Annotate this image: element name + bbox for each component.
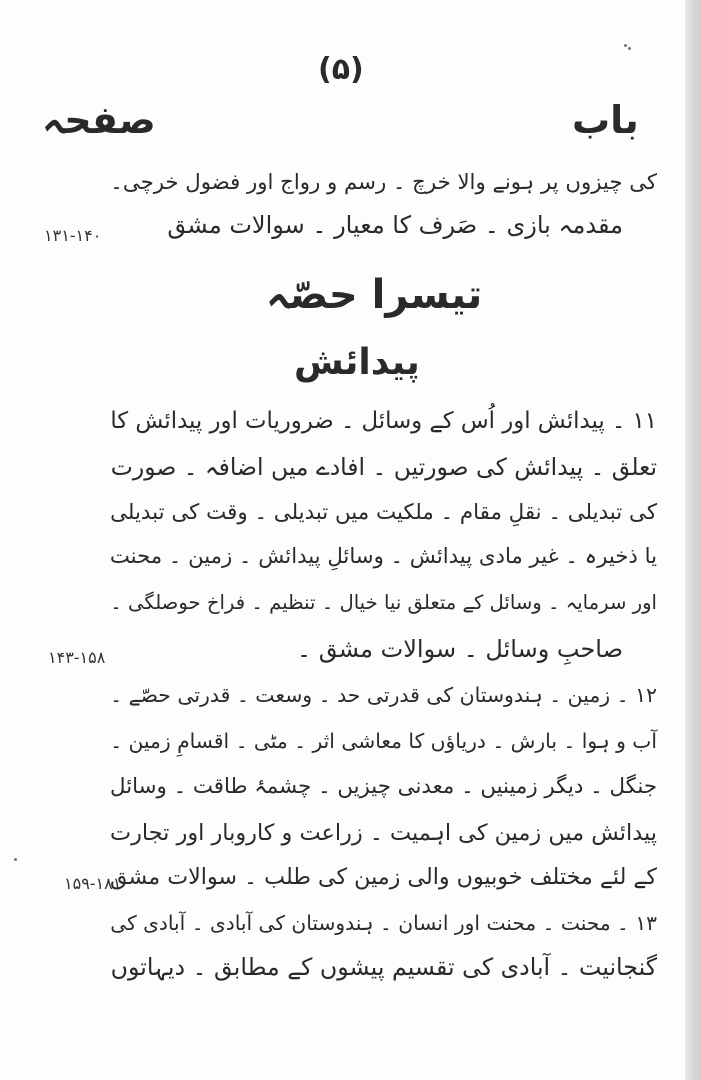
chapter-11-line-3: کی تبدیلی ۔ نقلِ مقام ۔ ملکیت میں تبدیلی ۔ وقت کی تبدیلی — [110, 500, 657, 525]
chapter-11-line-5: اور سرمایہ ۔ وسائل کے متعلق نیا خیال ۔ تنظیم ۔ فراخ حوصلگی ۔ — [110, 591, 657, 614]
chapter-13-line-1: ۱۳ ۔ محنت ۔ محنت اور انسان ۔ ہندوستان کی آبادی ۔ آبادی کی — [110, 911, 657, 935]
chapter-11-line-6: صاحبِ وسائل ۔ سوالات مشق ۔ — [297, 635, 623, 663]
chapter-12-line-1: ۱۲ ۔ زمین ۔ ہندوستان کی قدرتی حد ۔ وسعت ۔ قدرتی حصّے ۔ — [110, 683, 657, 707]
page-edge-shadow — [685, 0, 701, 1080]
chapter-12-line-4: پیدائش میں زمین کی اہمیت ۔ زراعت و کاروبار اور تجارت — [109, 820, 657, 846]
part-subtitle: پیدائش — [294, 342, 420, 383]
chapter-11-line-2: تعلق ۔ پیدائش کی صورتیں ۔ افادے میں اضافہ ۔ صورت — [110, 453, 657, 481]
chapter-12-page-range: ۱۵۹-۱۸۱ — [64, 874, 122, 893]
header-chapter-label: باب — [572, 98, 639, 142]
speck-mark — [628, 47, 631, 50]
chapter-13-line-2: گنجانیت ۔ آبادی کی تقسیم پیشوں کے مطابق ۔ دیہاتوں — [110, 953, 657, 981]
part-title: تیسرا حصّہ — [266, 272, 483, 318]
chapter-12-line-3: جنگل ۔ دیگر زمینیں ۔ معدنی چیزیں ۔ چشمۂ طاقت ۔ وسائل — [110, 774, 657, 799]
chapter-11-line-4: یا ذخیرہ ۔ غیر مادی پیدائش ۔ وسائلِ پیدائش ۔ زمین ۔ محنت — [109, 544, 657, 569]
intro-line-2: مقدمہ بازی ۔ صَرف کا معیار ۔ سوالات مشق — [167, 211, 623, 239]
speck-mark — [624, 44, 627, 47]
intro-line-1: کی چیزوں پر ہونے والا خرچ ۔ رسم و رواج اور فضول خرچی۔ — [110, 170, 657, 195]
chapter-11-page-range: ۱۴۳-۱۵۸ — [48, 648, 106, 667]
intro-page-range: ۱۳۱-۱۴۰ — [44, 226, 102, 245]
page-number: (۵) — [318, 52, 364, 87]
chapter-11-line-1: ۱۱ ۔ پیدائش اور اُس کے وسائل ۔ ضروریات اور پیدائش کا — [110, 408, 657, 434]
header-page-label: صفحہ — [42, 98, 156, 142]
chapter-12-line-5: کے لئے مختلف خوبیوں والی زمین کی طلب ۔ سوالات مشق — [109, 864, 657, 890]
speck-mark — [14, 858, 17, 861]
chapter-12-line-2: آب و ہوا ۔ بارش ۔ دریاؤں کا معاشی اثر ۔ مٹی ۔ اقسامِ زمین ۔ — [110, 729, 657, 753]
